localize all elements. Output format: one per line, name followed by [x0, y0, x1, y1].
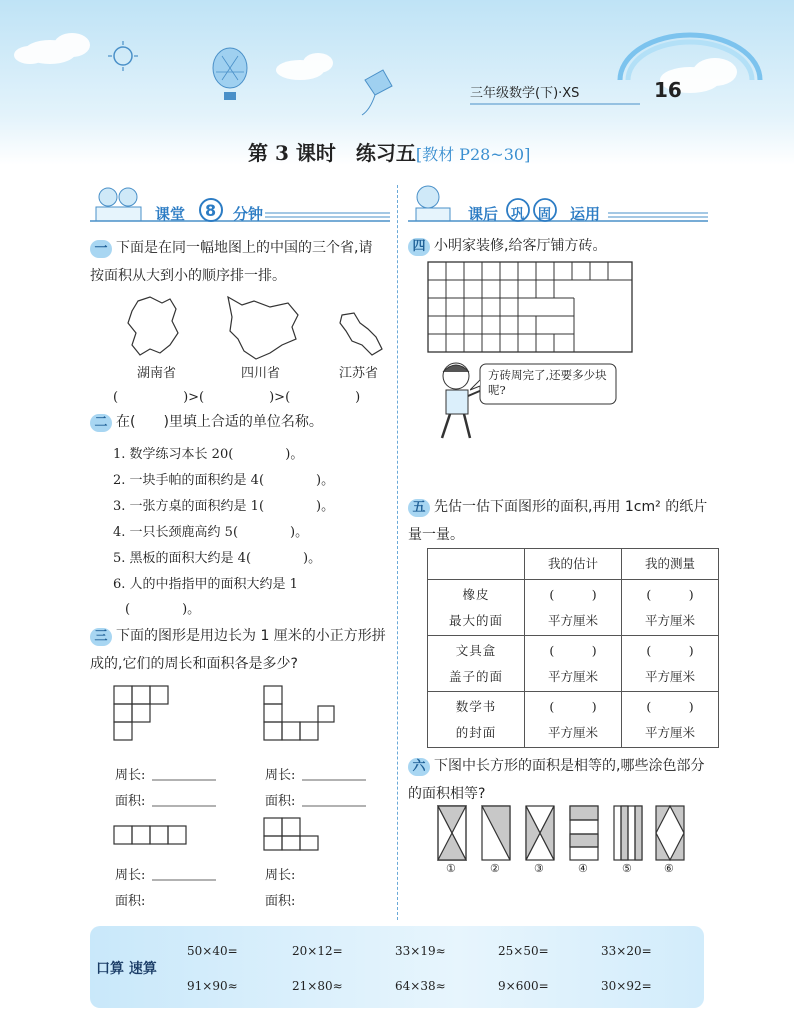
header-cell-empty: [428, 549, 525, 580]
right-banner-part1: 课后: [468, 205, 499, 223]
sun-icon: [114, 47, 132, 65]
calc-item: 20×12=: [292, 944, 343, 958]
q3-figures: [112, 684, 392, 904]
perimeter-label-2: 周长:: [265, 768, 296, 783]
figure-l-shape: [264, 686, 334, 740]
row-label-line1: 文具盒: [455, 642, 497, 658]
figure-step: [264, 818, 318, 850]
column-divider: [397, 185, 398, 920]
area-label-1: 面积:: [115, 794, 146, 809]
calc-item: 50×40=: [187, 944, 238, 958]
oral-calc-label: 口算 速算: [96, 961, 157, 977]
calc-item: 91×90≈: [187, 979, 238, 993]
right-banner-char2: 固: [538, 207, 552, 222]
right-banner-part2: 运用: [570, 205, 601, 223]
q4-badge: 四: [408, 238, 430, 256]
q4-text: 小明家装修,给客厅铺方砖。: [434, 238, 607, 254]
shape-label-6: ⑥: [664, 862, 674, 875]
q2-item-6-cont: ( )。: [125, 602, 201, 617]
estimate-table: [427, 548, 719, 748]
q3-prompt: [90, 622, 386, 678]
lesson-title-main: 第 3 课时 练习五: [248, 141, 416, 165]
table-row: [428, 636, 719, 692]
estimate-table-header: [428, 549, 719, 580]
q2-item-6: 6. 人的中指指甲的面积大约是 1: [113, 577, 298, 592]
grade-tag: 三年级数学(下)·XS: [470, 86, 580, 101]
jiangsu-outline: [340, 313, 382, 355]
q2-prompt: [90, 408, 386, 436]
calc-item: 33×20=: [601, 944, 652, 958]
q3-text: 下面的图形是用边长为 1 厘米的小正方形拼成的,它们的周长和面积各是多少?: [90, 628, 386, 672]
unit: 平方厘米: [644, 724, 695, 740]
shape-label-4: ④: [578, 862, 588, 875]
blank: ( ): [646, 698, 694, 714]
calc-item: 64×38≈: [395, 979, 446, 993]
measure-cell[interactable]: [622, 692, 719, 748]
q1-order-line: ( )>( )>( ): [113, 390, 361, 405]
calc-item: 30×92=: [601, 979, 652, 993]
q1-prompt: [90, 234, 386, 290]
row-label-line1: 橡皮: [462, 586, 490, 602]
page-number: 16: [654, 78, 682, 102]
unit: 平方厘米: [547, 668, 598, 684]
row-label-line1: 数学书: [455, 698, 497, 714]
q6-text: 下图中长方形的面积是相等的,哪些涂色部分的面积相等?: [408, 758, 705, 802]
unit: 平方厘米: [547, 612, 598, 628]
table-row: [428, 692, 719, 748]
q2-item-1: 1. 数学练习本长 20( )。: [113, 447, 304, 462]
hot-air-balloon-icon: [213, 48, 247, 100]
row-label: [428, 692, 525, 748]
perimeter-label-1: 周长:: [115, 768, 146, 783]
q5-badge: 五: [408, 499, 430, 517]
perimeter-label-4: 周长:: [265, 868, 296, 883]
q6-prompt: [408, 752, 708, 808]
q1-text: 下面是在同一幅地图上的中国的三个省,请按面积从大到小的顺序排一排。: [90, 240, 373, 284]
q3-badge: 三: [90, 628, 112, 646]
estimate-cell[interactable]: [525, 636, 622, 692]
row-label-line2: 最大的面: [448, 612, 503, 628]
blank: ( ): [549, 642, 597, 658]
area-label-3: 面积:: [115, 894, 146, 909]
speech-bubble-text: 方砖周完了,还要多少块呢?: [488, 368, 607, 397]
q2-item-3: 3. 一张方桌的面积约是 1( )。: [113, 499, 335, 514]
q2-badge: 二: [90, 414, 112, 432]
estimate-cell[interactable]: [525, 580, 622, 636]
row-label: [428, 580, 525, 636]
textbook-reference: [教材 P28~30]: [415, 145, 531, 164]
blank: ( ): [646, 586, 694, 602]
q5-text: 先估一估下面图形的面积,再用 1cm² 的纸片量一量。: [408, 499, 708, 543]
q4-prompt: [408, 232, 708, 260]
blank: ( ): [646, 642, 694, 658]
right-banner-graphic: [408, 183, 708, 228]
calc-item: 9×600=: [498, 979, 549, 993]
area-label-2: 面积:: [265, 794, 296, 809]
estimate-cell[interactable]: [525, 692, 622, 748]
left-banner-part1: 课堂: [155, 205, 186, 223]
blank: ( ): [549, 586, 597, 602]
row-label-line2: 盖子的面: [448, 668, 503, 684]
figure-staircase: [114, 686, 168, 740]
unit: 平方厘米: [644, 668, 695, 684]
oral-calc-bar: [90, 926, 704, 1008]
q6-badge: 六: [408, 758, 430, 776]
figure-row: [114, 826, 186, 844]
sichuan-outline: [228, 297, 298, 359]
shape-label-1: ①: [446, 862, 456, 875]
row-label: [428, 636, 525, 692]
header-cell-measure: 我的测量: [622, 549, 719, 580]
q5-prompt: [408, 493, 708, 549]
q1-badge: 一: [90, 240, 112, 258]
unit: 平方厘米: [644, 612, 695, 628]
q2-text: 在( )里填上合适的单位名称。: [116, 414, 323, 430]
left-banner-num: 8: [205, 201, 217, 220]
right-banner-char1: 巩: [511, 207, 525, 222]
lesson-title: [248, 137, 530, 166]
calc-item: 25×50=: [498, 944, 549, 958]
shape-label-2: ②: [490, 862, 500, 875]
shape-label-5: ⑤: [622, 862, 632, 875]
shape-label-3: ③: [534, 862, 544, 875]
hunan-outline: [128, 297, 178, 355]
shaded-rectangles: [436, 804, 686, 864]
calc-item: 21×80≈: [292, 979, 343, 993]
blank: ( ): [549, 698, 597, 714]
q2-item-5: 5. 黑板的面积大约是 4( )。: [113, 551, 322, 566]
q2-item-2: 2. 一块手帕的面积约是 4( )。: [113, 473, 335, 488]
perimeter-label-3: 周长:: [115, 868, 146, 883]
calc-item: 33×19≈: [395, 944, 446, 958]
q2-item-4: 4. 一只长颈鹿高约 5( )。: [113, 525, 309, 540]
floor-tile-grid: [426, 260, 636, 356]
left-banner-part2: 分钟: [233, 205, 264, 223]
province-label-jiangsu: 江苏省: [339, 366, 379, 381]
province-label-sichuan: 四川省: [241, 366, 281, 381]
measure-cell[interactable]: [622, 580, 719, 636]
header-cell-estimate: 我的估计: [525, 549, 622, 580]
area-label-4: 面积:: [265, 894, 296, 909]
unit: 平方厘米: [547, 724, 598, 740]
kite-icon: [362, 70, 392, 115]
province-label-hunan: 湖南省: [137, 366, 177, 381]
table-row: [428, 580, 719, 636]
measure-cell[interactable]: [622, 636, 719, 692]
row-label-line2: 的封面: [455, 724, 497, 740]
province-outlines: [120, 293, 390, 363]
